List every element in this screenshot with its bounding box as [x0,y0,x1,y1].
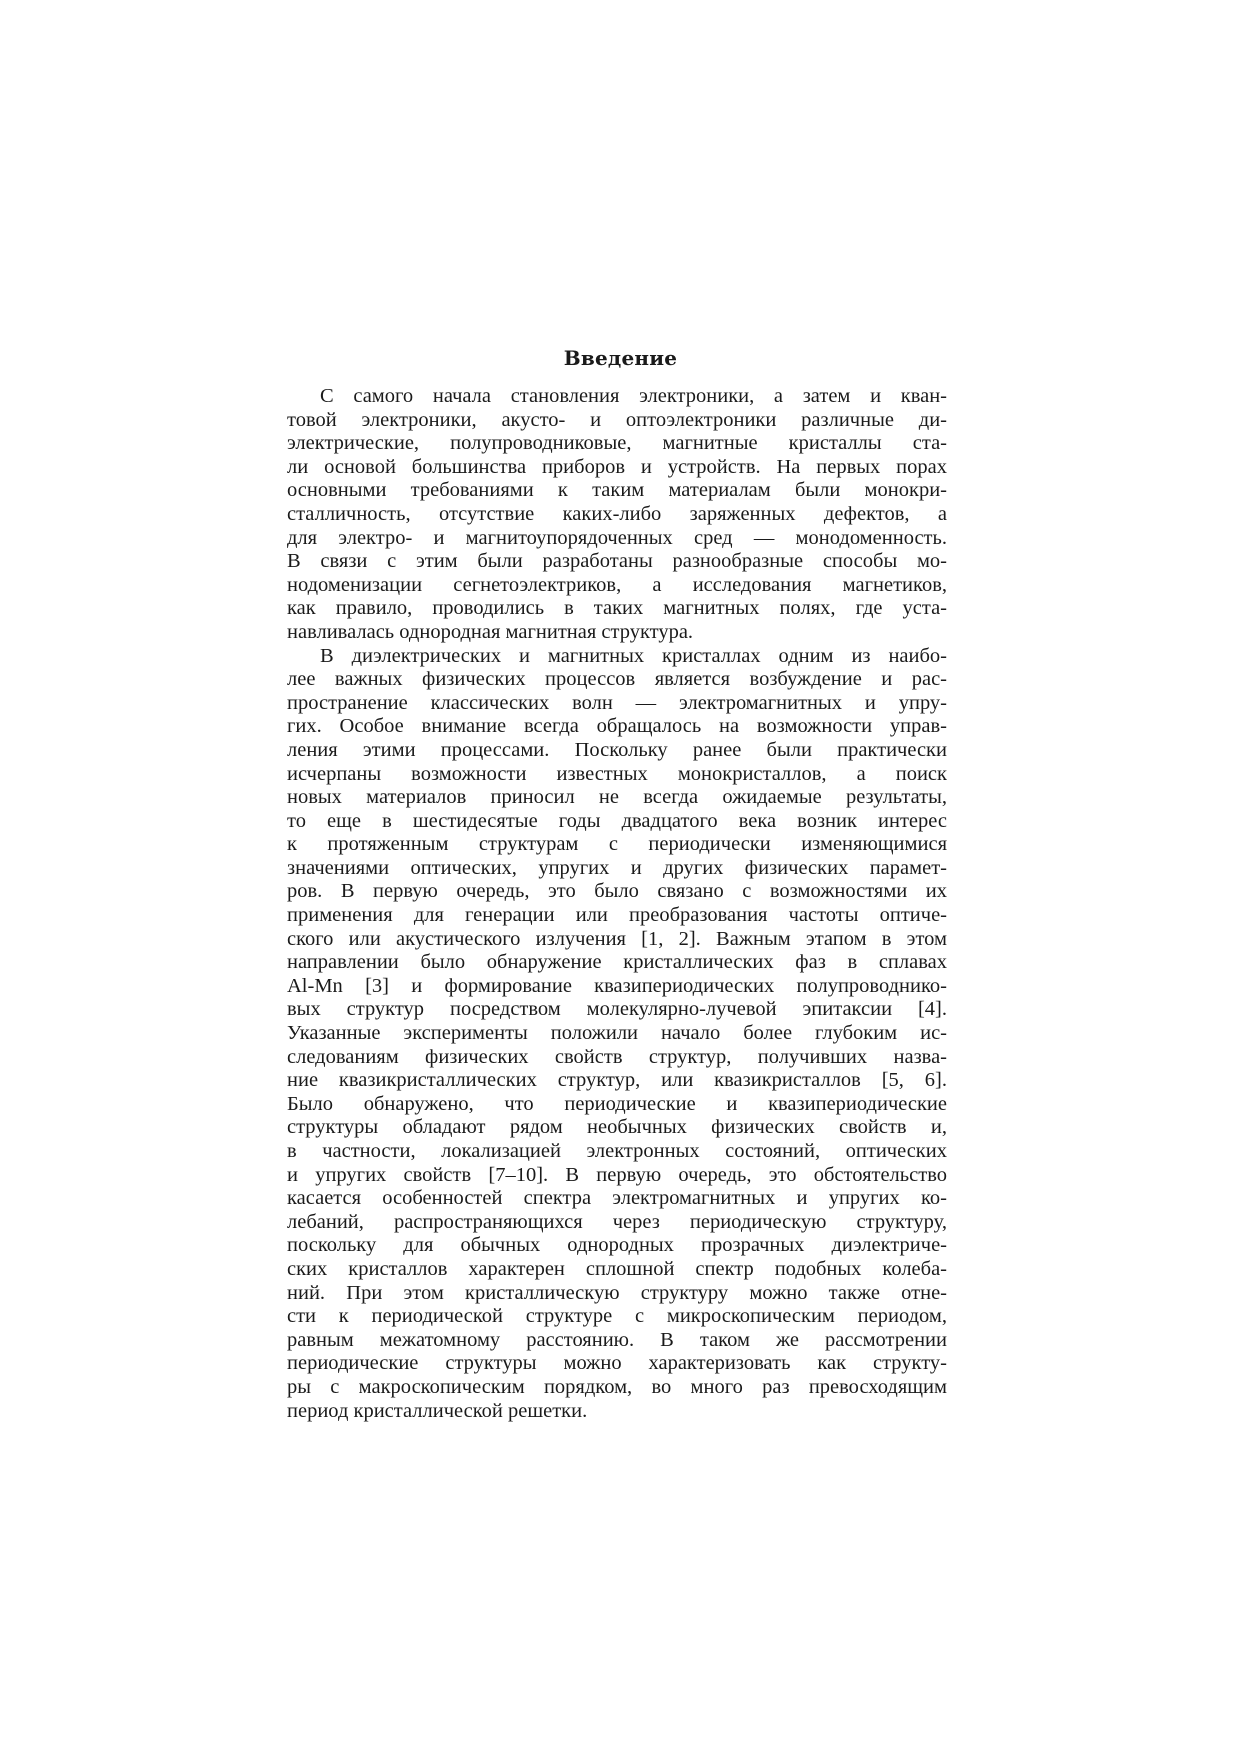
paragraph [287,645,947,1424]
text-line: лебаний, распространяющихся через периодическую структуру, [287,1210,947,1233]
text-line: и упругих свойств [7–10]. В первую очередь, это обстоятельство [287,1163,947,1186]
text-line: новых материалов приносил не всегда ожидаемые результаты, [287,786,947,809]
text-line: для электро- и магнитоупорядоченных сред — монодоменность. [287,526,947,549]
text-line: применения для генерации или преобразования частоты оптиче- [287,904,947,927]
text-line: электрические, полупроводниковые, магнитные кристаллы ста- [287,432,947,455]
text-line: сти к периодической структуре с микроскопическим периодом, [287,1305,947,1328]
text-line: В диэлектрических и магнитных кристаллах одним из наибо- [320,644,947,667]
text-line: ли основой большинства приборов и устройств. На первых порах [287,455,947,478]
text-line: период кристаллической решетки. [287,1399,588,1422]
paragraph [287,385,947,645]
text-line: нодоменизации сегнетоэлектриков, а исследования магнетиков, [287,573,947,596]
text-line: поскольку для обычных однородных прозрачных диэлектриче- [287,1234,947,1257]
text-line: ний. При этом кристаллическую структуру можно также отне- [287,1281,947,1304]
text-line: ры с макроскопическим порядком, во много раз превосходящим [287,1375,947,1398]
text-line: касается особенностей спектра электромагнитных и упругих ко- [287,1187,947,1210]
text-line: пространение классических волн — электромагнитных и упру- [287,691,947,714]
body-text [287,385,947,1423]
text-line: гих. Особое внимание всегда обращалось на возможности управ- [287,715,947,738]
text-line: исчерпаны возможности известных монокристаллов, а поиск [287,762,947,785]
text-line: ских кристаллов характерен сплошной спектр подобных колеба- [287,1257,947,1280]
text-line: то еще в шестидесятые годы двадцатого века возник интерес [287,809,947,832]
text-line: основными требованиями к таким материалам были монокри- [287,479,947,502]
text-line: в частности, локализацией электронных состояний, оптических [287,1140,947,1162]
text-line: Указанные эксперименты положили начало более глубоким ис- [287,1022,947,1045]
text-line: периодические структуры можно характеризовать как структу- [287,1352,947,1375]
text-line: структуры обладают рядом необычных физических свойств и, [287,1116,947,1139]
text-line: следованиям физических свойств структур, получивших назва- [287,1045,947,1068]
section-title: Введение [563,346,678,370]
text-line: значениями оптических, упругих и других физических парамет- [287,856,947,879]
text-line: вых структур посредством молекулярно-лучевой эпитаксии [4]. [287,998,947,1021]
text-line: товой электроники, акусто- и оптоэлектроники различные ди- [287,408,947,431]
text-line: ров. В первую очередь, это было связано с возможностями их [287,880,947,903]
text-line: ние квазикристаллических структур, или квазикристаллов [5, 6]. [287,1069,947,1092]
text-line: С самого начала становления электроники, а затем и кван- [320,385,947,407]
text-line: ского или акустического излучения [1, 2]. Важным этапом в этом [287,927,947,950]
text-line: ления этими процессами. Поскольку ранее были практически [287,738,947,761]
text-line: Было обнаружено, что периодические и квазипериодические [287,1092,947,1115]
text-line: навливалась однородная магнитная структура. [287,620,694,643]
text-line: В связи с этим были разработаны разнообразные способы мо- [287,550,947,573]
text-line: сталличность, отсутствие каких-либо заряженных дефектов, а [287,502,947,525]
text-line: лее важных физических процессов является возбуждение и рас- [287,668,947,691]
text-line: как правило, проводились в таких магнитных полях, где уста- [287,597,947,620]
text-line: к протяженным структурам с периодически изменяющимися [287,833,947,856]
text-line: направлении было обнаружение кристаллических фаз в сплавах [287,951,947,974]
text-line: равным межатомному расстоянию. В таком же рассмотрении [287,1328,947,1351]
text-line: Al-Mn [3] и формирование квазипериодических полупроводнико- [287,974,947,997]
